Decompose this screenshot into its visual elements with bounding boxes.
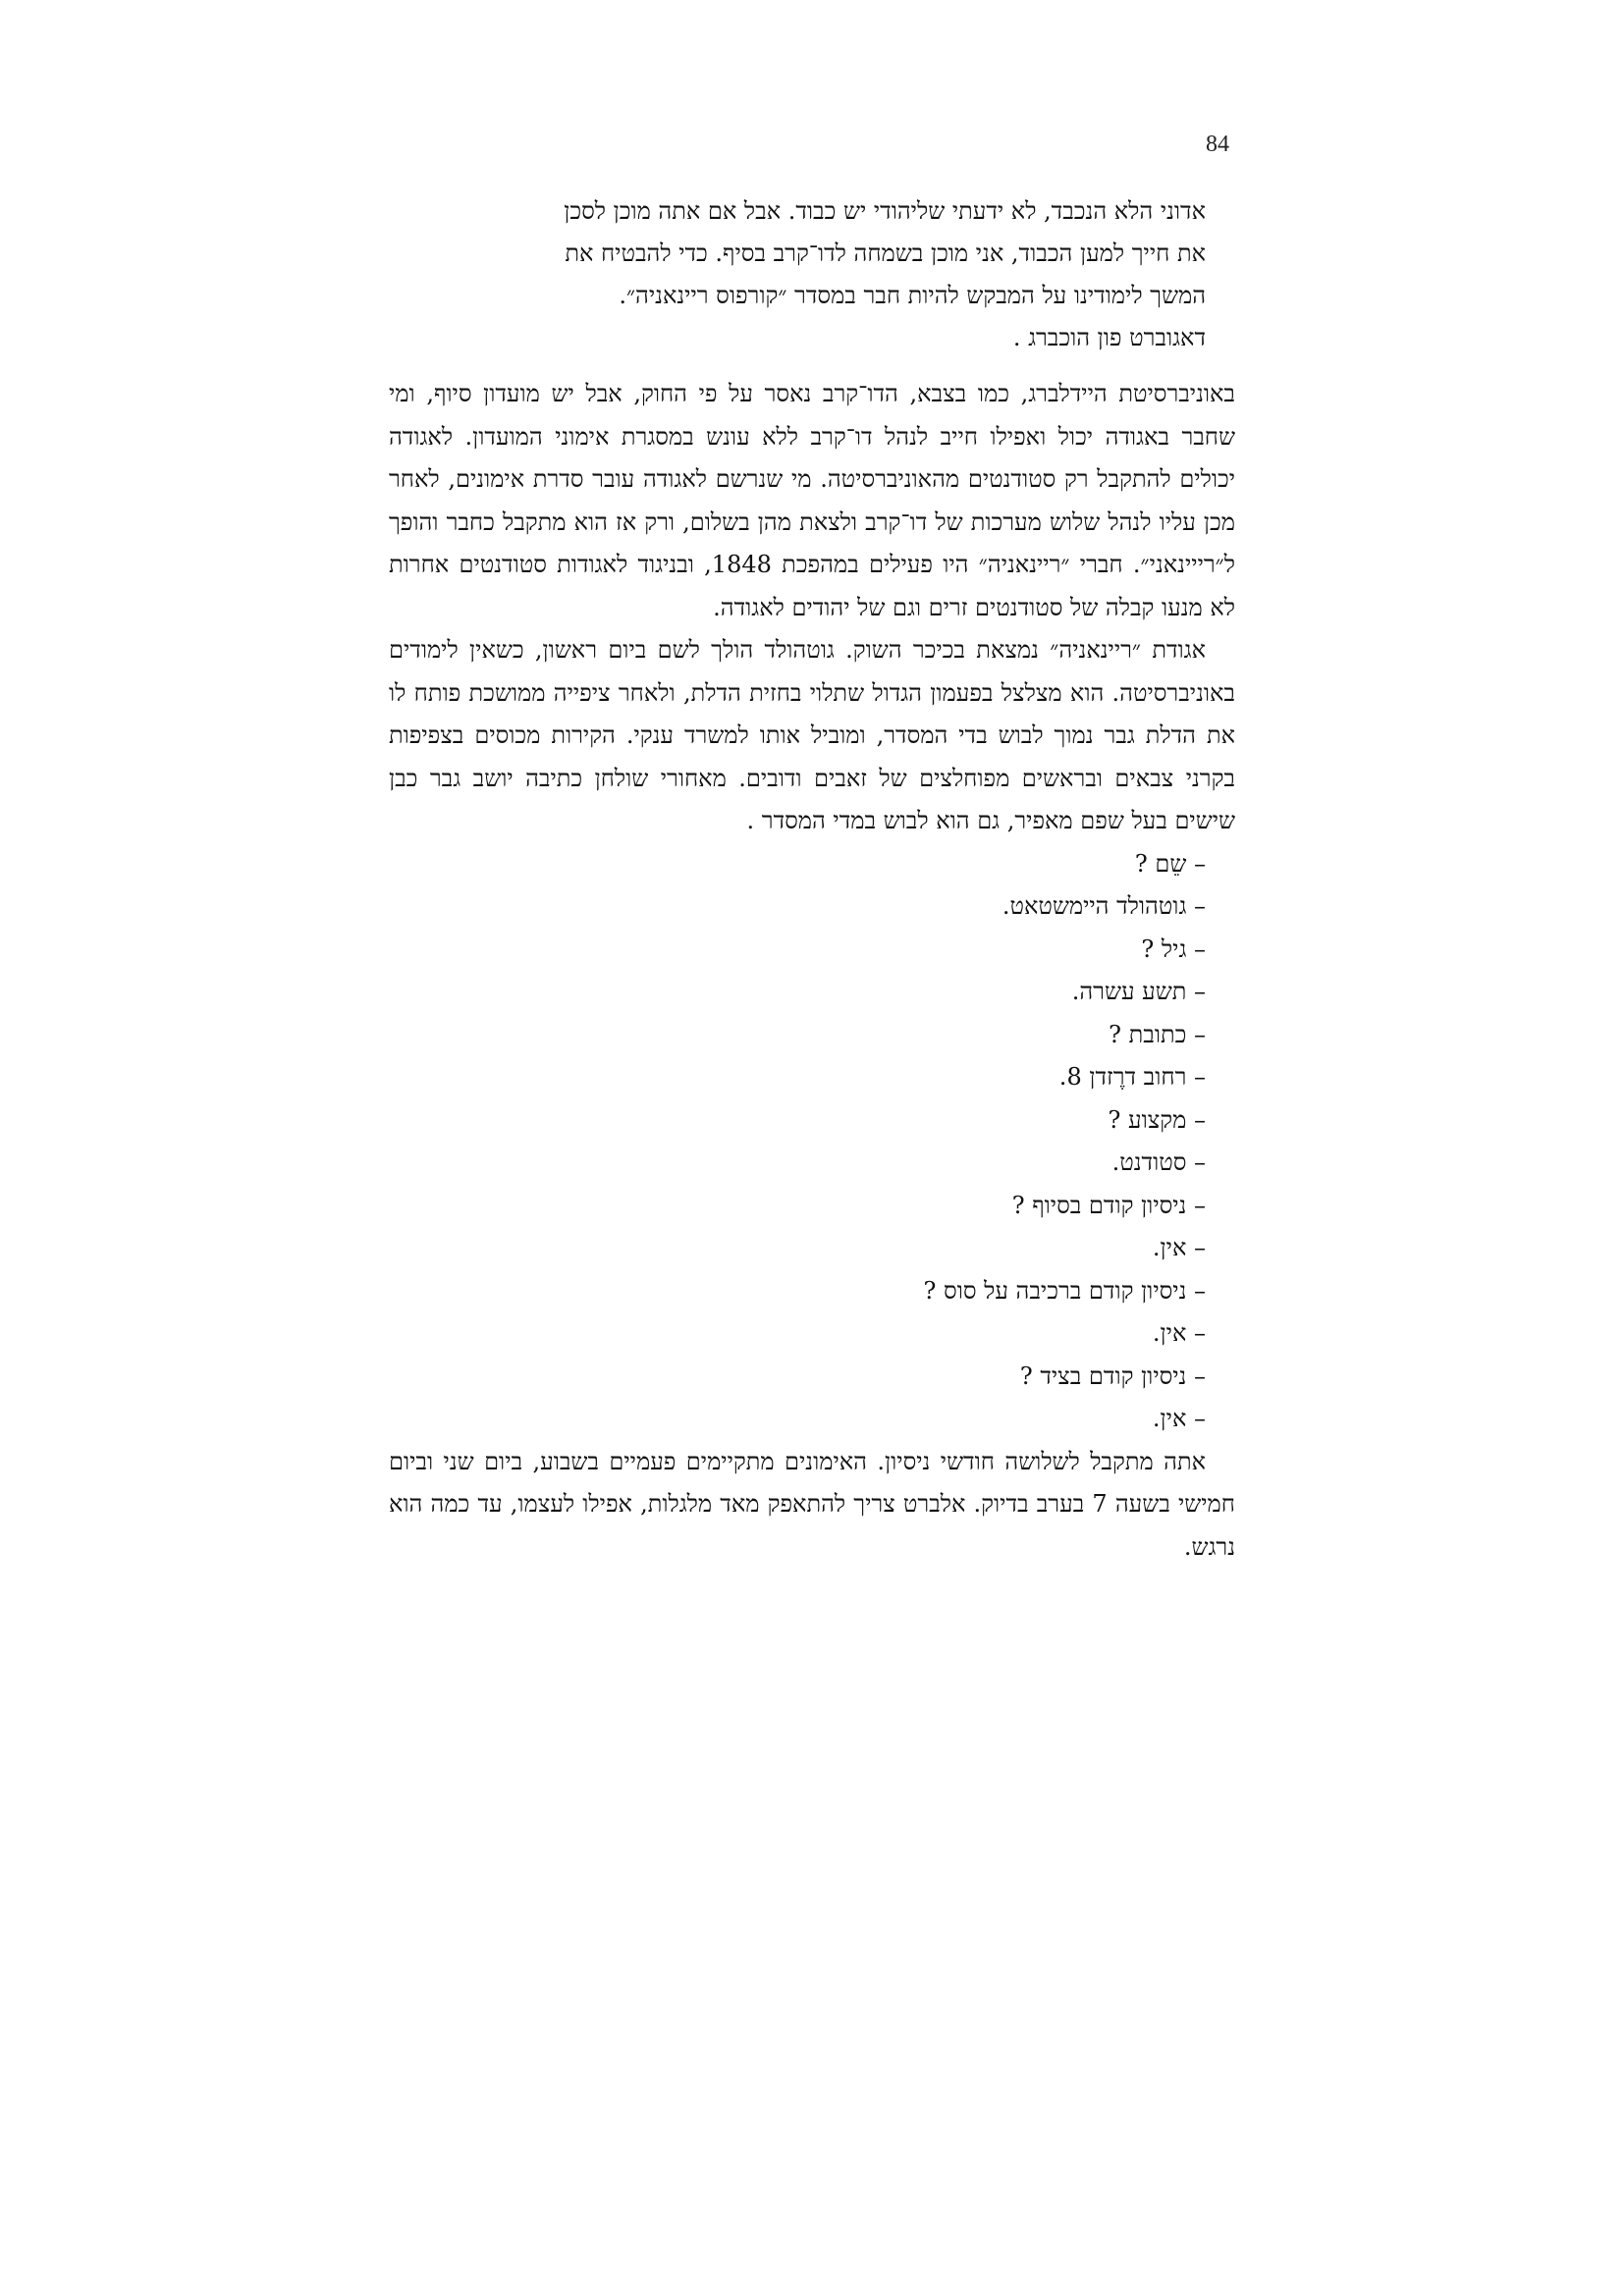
dialogue-line: – אין. — [1152, 1234, 1206, 1261]
letter-line: אדוני הלא הנכבד, לא ידעתי שליהודי יש כבוד. אבל אם אתה מוכן לסכן — [564, 197, 1206, 225]
dialogue-line: – תשע עשרה. — [1071, 978, 1206, 1005]
letter-line: את חייך למען הכבוד, אני מוכן בשמחה לדו־קרב בסיף. כדי להבטיח את — [565, 240, 1206, 267]
page-number: 84 — [1206, 132, 1229, 157]
interview-dialogue — [389, 843, 1235, 1441]
dialogue-line: – רחוב דרֶזדן 8. — [1058, 1063, 1206, 1091]
dialogue-line: – ניסיון קודם בציד ? — [1019, 1362, 1206, 1390]
dialogue-line: – מקצוע ? — [1108, 1105, 1206, 1134]
letter-line: המשך לימודינו על המבקש להיות חבר במסדר ״קורפוס ריינאניה״. — [619, 282, 1206, 309]
body-text — [389, 373, 1235, 1569]
dialogue-line: – שֵם ? — [1134, 849, 1206, 878]
dialogue-line: – גוטהולד היימשטאט. — [1001, 892, 1206, 920]
dialogue-line: – גיל ? — [1141, 934, 1206, 963]
dialogue-line: – אין. — [1152, 1405, 1206, 1432]
letter-quote — [412, 190, 1206, 359]
dialogue-line: – כתובת ? — [1109, 1020, 1206, 1048]
dialogue-line: – ניסיון קודם בסיוף ? — [1011, 1191, 1206, 1219]
paragraph-acceptance: אתה מתקבל לשלושה חודשי ניסיון. האימונים מתקיימים פעמיים בשבוע, ביום שני וביום חמישי בשעה 7 בערב בדיוק. אלברט צריך להתאפק מאד מלגלות, אפילו לעצמו, עד כמה הוא נרגש. — [389, 1447, 1235, 1561]
paragraph-dueling-rules: באוניברסיטת היידלברג, כמו בצבא, הדו־קרב נאסר על פי החוק, אבל יש מועדון סיוף, ומי שחבר באגודה יכול ואפילו חייב לנהל דו־קרב ללא עונש במסגרת אימוני המועדון. לאגודה יכולים להתקבל רק סטודנטים מהאוניברסיטה. מי שנרשם לאגודה עובר סדרת אימונים, לאחר מכן עליו לנהל שלוש מערכות של דו־קרב ולצאת מהן בשלום, ורק אז הוא מתקבל כחבר והופך ל״רייינאני״. חברי ״ריינאניה״ היו פעילים במהפכת 1848, ובניגוד לאגודות סטודנטים אחרות לא מנעו קבלה של סטודנטים זרים וגם של יהודים לאגודה. — [389, 380, 1236, 621]
paragraph-visit-rhenania: אגודת ״ריינאניה״ נמצאת בכיכר השוק. גוטהולד הולך לשם ביום ראשון, כשאין לימודים באוניברסיטה. הוא מצלצל בפעמון הגדול שתלוי בחזית הדלת, ולאחר ציפייה ממושכת פותח לו את הדלת גבר נמוך לבוש בדי המסדר, ומוביל אותו למשרד ענקי. הקירות מכוסים בצפיפות בקרני צבאים ובראשים מפוחלצים של זאבים ודובים. מאחורי שולחן כתיבה יושב גבר כבן שישים בעל שפם מאפיר, גם הוא לבוש במדי המסדר . — [389, 636, 1235, 834]
dialogue-line: – סטודנט. — [1111, 1148, 1206, 1176]
dialogue-line: – ניסיון קודם ברכיבה על סוס ? — [923, 1276, 1206, 1305]
dialogue-line: – אין. — [1152, 1319, 1206, 1347]
letter-signature: דאגוברט פון הוכברג . — [1012, 324, 1206, 351]
